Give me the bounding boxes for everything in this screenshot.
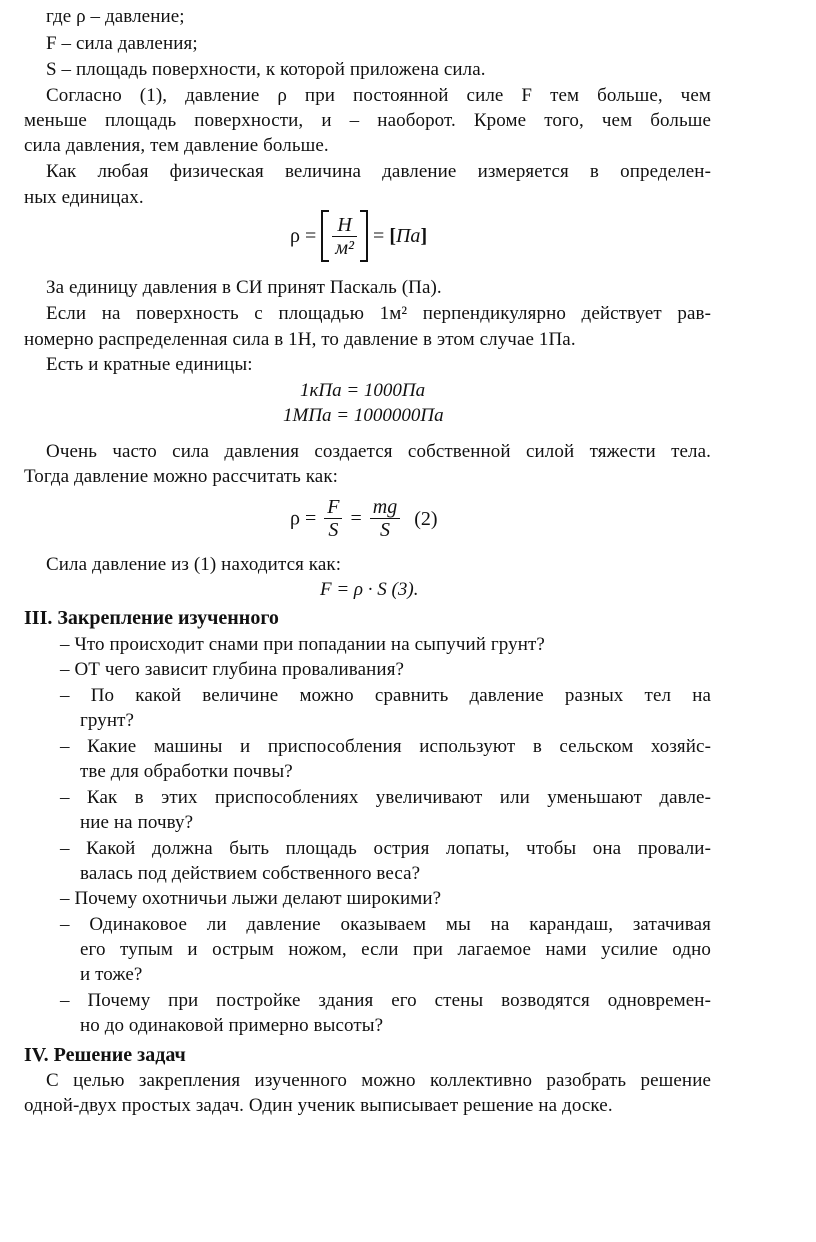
list-item-continuation: грунт? xyxy=(80,710,135,731)
text-line: Есть и кратные единицы: xyxy=(46,354,253,375)
list-item: – Что происходит снами при попадании на сыпучий грунт? xyxy=(60,634,545,655)
section-heading: IV. Решение задач xyxy=(24,1044,186,1066)
formula-mpa: 1МПа = 1000000Па xyxy=(283,405,444,426)
list-item-continuation: но до одинаковой примерно высоты? xyxy=(80,1015,384,1036)
fraction-numerator: Н xyxy=(332,214,357,237)
text-line: За единицу давления в СИ принят Паскаль (Па). xyxy=(46,277,442,298)
text-line: номерно распределенная сила в 1Н, то давление в этом случае 1Па. xyxy=(24,329,576,350)
text-line: Очень часто сила давления создается собственной силой тяжести тела. xyxy=(46,441,711,462)
text-line: Тогда давление можно рассчитать как: xyxy=(24,466,339,487)
fraction xyxy=(370,496,400,541)
list-item-continuation: тве для обработки почвы? xyxy=(80,761,293,782)
fraction-numerator: mg xyxy=(370,496,400,519)
formula-equals: = xyxy=(373,225,385,247)
fraction-denominator: м² xyxy=(335,236,355,259)
formula-number: (2) xyxy=(414,507,438,530)
bracket-right xyxy=(360,210,368,262)
list-item-continuation: его тупым и острым ножом, если при лагаемое нами усилие одно xyxy=(80,939,711,960)
section-heading: III. Закрепление изученного xyxy=(24,607,279,629)
list-item: – Как в этих приспособлениях увеличивают или уменьшают давле- xyxy=(60,787,711,808)
fraction-denominator: S xyxy=(328,519,339,541)
formula-kpa: 1кПа = 1000Па xyxy=(300,380,426,401)
list-item-continuation: валась под действием собственного веса? xyxy=(80,863,421,884)
text-line: F – сила давления; xyxy=(46,33,198,54)
text-line: Если на поверхность с площадью 1м² перпендикулярно действует рав- xyxy=(46,303,711,324)
bracket-left xyxy=(321,210,329,262)
bracket-close: ] xyxy=(420,225,428,247)
formula-force: F = ρ · S (3). xyxy=(320,579,419,600)
text-line: Как любая физическая величина давление измеряется в определен- xyxy=(46,161,711,182)
text-line: меньше площадь поверхности, и – наоборот. Кроме того, чем больше xyxy=(24,110,711,131)
formula-lhs: ρ = xyxy=(290,507,317,530)
list-item-continuation: ние на почву? xyxy=(80,812,194,833)
list-item: – ОТ чего зависит глубина проваливания? xyxy=(60,659,405,680)
list-item: – По какой величине можно сравнить давление разных тел на xyxy=(60,685,711,706)
fraction-numerator: F xyxy=(324,496,342,519)
text-line: одной-двух простых задач. Один ученик выписывает решение на доске. xyxy=(24,1095,613,1116)
fraction-denominator: S xyxy=(379,519,390,541)
list-item: – Одинаковое ли давление оказываем мы на карандаш, затачивая xyxy=(60,914,711,935)
text-line: где ρ – давление; xyxy=(46,6,185,27)
list-item: – Какой должна быть площадь острия лопаты, чтобы она провали- xyxy=(60,838,711,859)
bracket-open: [ xyxy=(389,225,396,247)
list-item: – Почему при постройке здания его стены возводятся одновремен- xyxy=(60,990,711,1011)
formula-lhs: ρ = xyxy=(290,225,317,247)
list-item: – Почему охотничьи лыжи делают широкими? xyxy=(60,888,442,909)
list-item: – Какие машины и приспособления используют в сельском хозяйс- xyxy=(60,736,711,757)
text-line: сила давления, тем давление больше. xyxy=(24,135,329,156)
formula-pressure-weight xyxy=(290,496,438,552)
formula-pressure-units xyxy=(290,210,427,266)
text-line: ных единицах. xyxy=(24,187,144,208)
text-line: С целью закрепления изученного можно коллективно разобрать решение xyxy=(46,1070,711,1091)
formula-equals: = xyxy=(350,507,362,530)
fraction xyxy=(332,214,357,259)
text-line: S – площадь поверхности, к которой приложена сила. xyxy=(46,59,486,80)
fraction xyxy=(324,496,342,541)
list-item-continuation: и тоже? xyxy=(80,964,143,985)
text-line: Согласно (1), давление ρ при постоянной силе F тем больше, чем xyxy=(46,85,711,106)
text-line: Сила давление из (1) находится как: xyxy=(46,554,342,575)
formula-rhs: Па xyxy=(395,225,421,247)
